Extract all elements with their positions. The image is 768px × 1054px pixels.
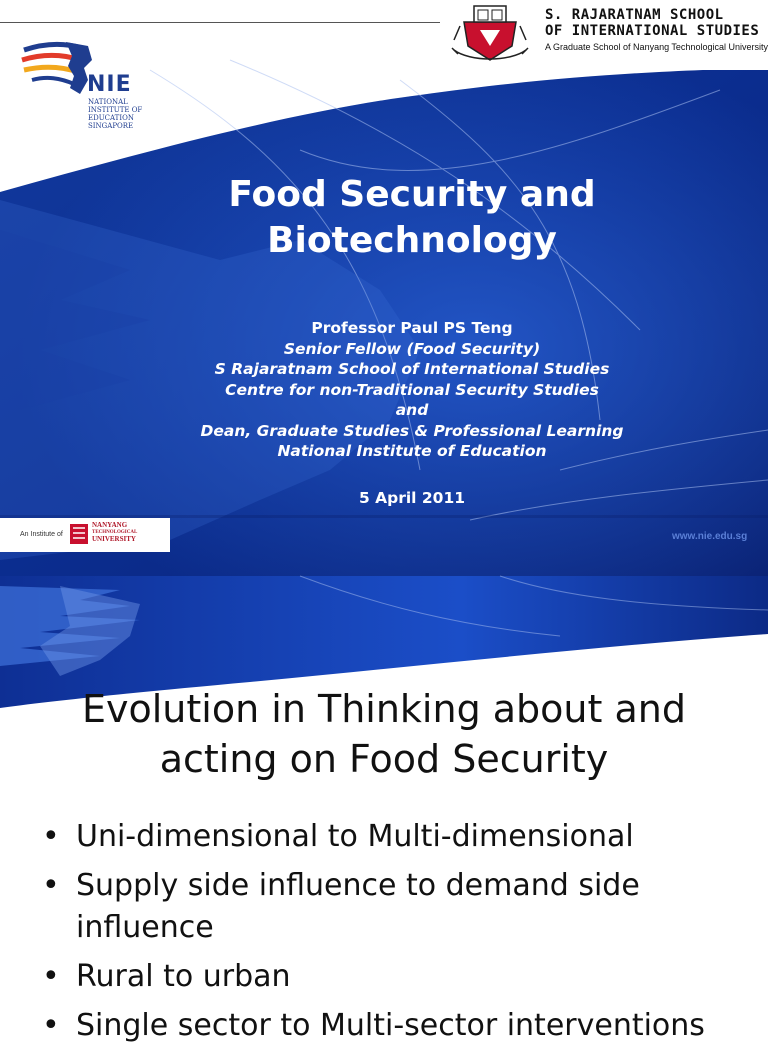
nie-line: NATIONAL bbox=[88, 98, 128, 106]
top-rule bbox=[0, 22, 440, 23]
rsis-name-line2: OF INTERNATIONAL STUDIES bbox=[545, 23, 760, 39]
presenter-school: S Rajaratnam School of International Studies bbox=[214, 360, 610, 378]
presenter-and: and bbox=[395, 401, 429, 419]
rsis-name-line1: S. RAJARATNAM SCHOOL bbox=[545, 7, 724, 23]
title-line: Evolution in Thinking about and bbox=[82, 687, 686, 731]
bullet-text: Uni-dimensional to Multi-dimensional bbox=[76, 819, 634, 854]
presenter-institute: National Institute of Education bbox=[277, 442, 547, 460]
institute-label: An Institute of bbox=[20, 531, 63, 538]
presenter-block bbox=[120, 318, 704, 462]
presentation-date: 5 April 2011 bbox=[358, 489, 466, 507]
bullet-text: Supply side influence to demand side influence bbox=[76, 868, 640, 945]
website-url: www.nie.edu.sg bbox=[672, 531, 748, 542]
nie-full-name bbox=[88, 98, 158, 130]
bullet-item bbox=[42, 956, 742, 998]
ntu-line: NANYANG bbox=[92, 521, 128, 529]
bullet-icon: • bbox=[42, 868, 60, 903]
title-line: Food Security and bbox=[228, 174, 596, 215]
ntu-line: TECHNOLOGICAL bbox=[92, 530, 138, 535]
title-line: acting on Food Security bbox=[159, 737, 609, 781]
content-slide bbox=[0, 576, 768, 1043]
bullet-icon: • bbox=[42, 819, 60, 854]
bullet-list bbox=[42, 816, 742, 1054]
ntu-line: UNIVERSITY bbox=[92, 535, 136, 543]
bullet-item bbox=[42, 865, 742, 949]
rsis-crest-icon bbox=[450, 0, 530, 68]
nie-abbr: NIE bbox=[87, 72, 132, 97]
bullet-text: Rural to urban bbox=[76, 959, 291, 994]
rsis-header bbox=[440, 0, 768, 70]
presenter-name: Professor Paul PS Teng bbox=[311, 319, 513, 337]
slide-title bbox=[160, 172, 664, 264]
ntu-wordmark bbox=[92, 522, 137, 543]
bullet-text: Single sector to Multi-sector interventions bbox=[76, 1008, 705, 1043]
nie-line: EDUCATION bbox=[88, 114, 134, 122]
nie-line: INSTITUTE OF bbox=[88, 106, 143, 114]
bullet-item bbox=[42, 1005, 742, 1047]
title-line: Biotechnology bbox=[267, 220, 557, 261]
presenter-dean: Dean, Graduate Studies & Professional Learning bbox=[200, 421, 624, 440]
bullet-item bbox=[42, 816, 742, 858]
bullet-icon: • bbox=[42, 959, 60, 994]
presenter-centre: Centre for non-Traditional Security Studies bbox=[225, 380, 599, 399]
nie-line: SINGAPORE bbox=[88, 122, 134, 130]
bullet-icon: • bbox=[42, 1008, 60, 1043]
presenter-role: Senior Fellow (Food Security) bbox=[283, 339, 541, 358]
slide-title bbox=[40, 684, 728, 784]
rsis-tagline: A Graduate School of Nanyang Technological University bbox=[545, 42, 768, 52]
